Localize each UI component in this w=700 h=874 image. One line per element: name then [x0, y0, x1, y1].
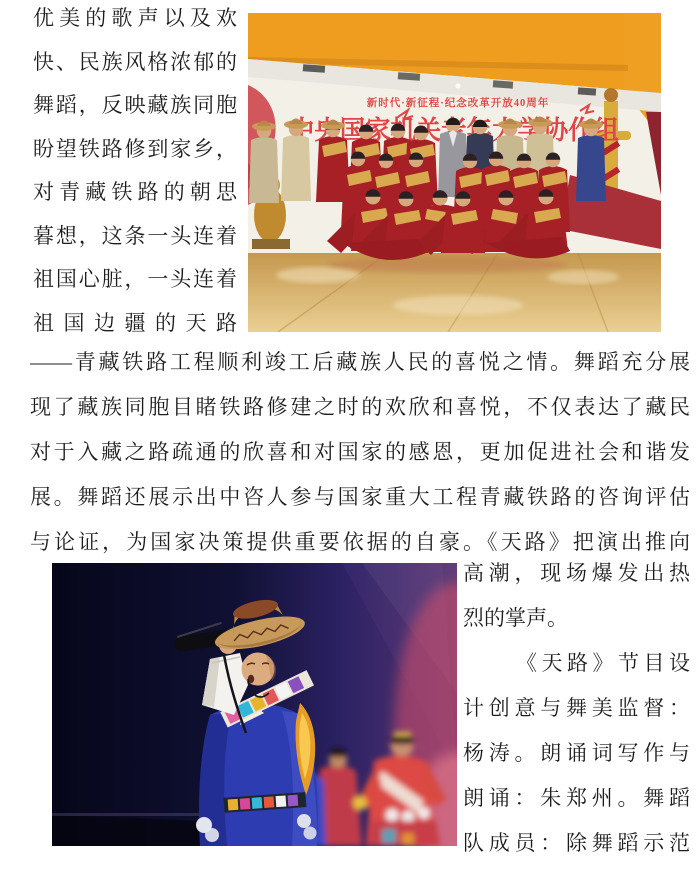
text-line: 祖国心脏，一头连着: [33, 267, 237, 291]
bottom-right-text-column: [463, 551, 690, 866]
text-line: 高潮，现场爆发出热: [463, 561, 690, 585]
text-line: 对于入藏之路疏通的欣喜和对国家的感恩，更加促进社会和谐发: [30, 440, 690, 464]
text-line: ——青藏铁路工程顺利竣工后藏族人民的喜悦之情。舞蹈充分展: [30, 350, 690, 374]
group-photo: [248, 13, 661, 332]
text-line: 杨涛。朗诵词写作与: [463, 741, 690, 765]
singer-photo: [52, 563, 457, 846]
top-left-text-column: [33, 0, 237, 345]
text-line: 舞蹈，反映藏族同胞: [33, 93, 237, 117]
text-line: 祖国边疆的天路: [33, 310, 237, 335]
text-line: 《天路》节目设: [516, 651, 690, 675]
banner-small-text: 新时代·新征程·纪念改革开放40周年: [366, 98, 550, 109]
text-line: 展。舞蹈还展示出中咨人参与国家重大工程青藏铁路的咨询评估: [30, 485, 690, 509]
middle-paragraph: [30, 340, 690, 565]
text-line: 队成员：除舞蹈示范: [463, 831, 690, 855]
text-line: 与论证，为国家决策提供重要依据的自豪。《天路》把演出推向: [30, 530, 690, 554]
text-line: 盼望铁路修到家乡，: [33, 136, 237, 161]
text-line: 计创意与舞美监督：: [463, 696, 690, 720]
banner-large-text: 中央国家机关老年大学协作组: [289, 116, 628, 145]
text-line: 对青藏铁路的朝思: [33, 180, 237, 204]
text-line: 朗诵：朱郑州。舞蹈: [463, 786, 690, 810]
text-line: 烈的掌声。: [463, 606, 568, 630]
text-line: 暮想，这条一头连着: [33, 223, 237, 248]
text-line: 优美的歌声以及欢: [33, 6, 237, 30]
text-line: 现了藏族同胞目睹铁路修建之时的欢欣和喜悦，不仅表达了藏民: [30, 395, 690, 419]
text-line: 快、民族风格浓郁的: [33, 49, 237, 74]
